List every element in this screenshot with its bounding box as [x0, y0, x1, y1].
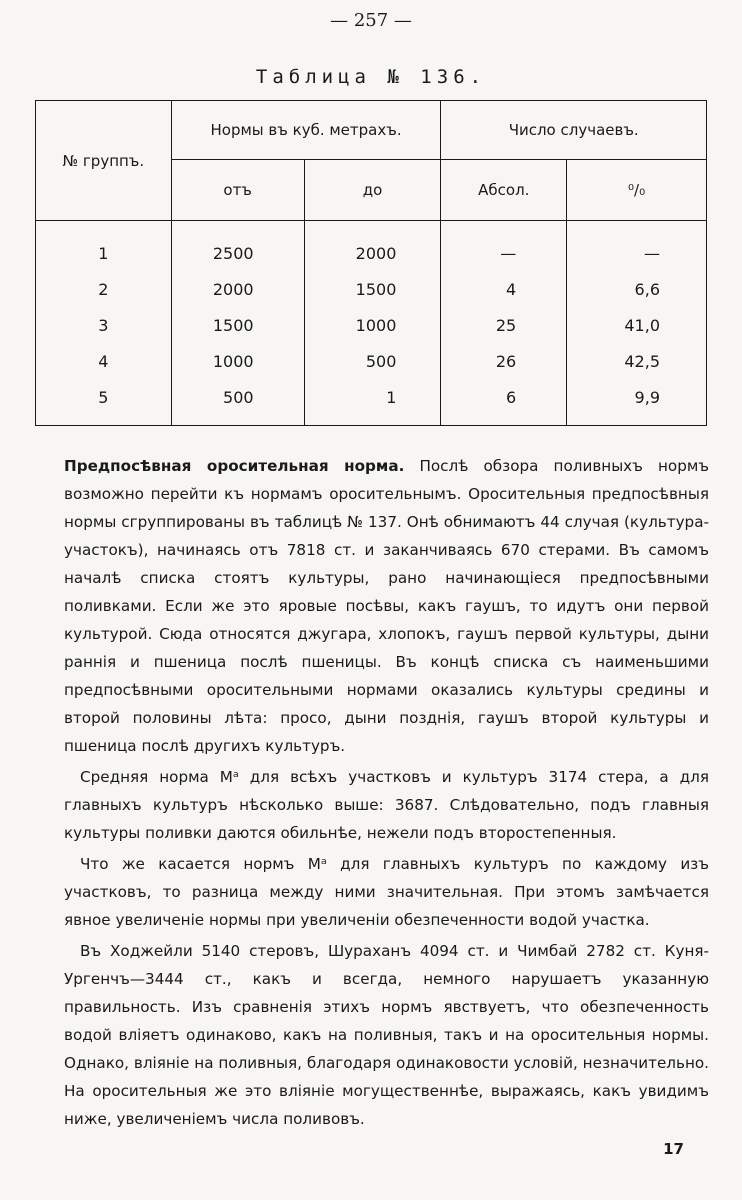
cell-to: 2000	[304, 221, 441, 272]
cell-abs: 26	[441, 343, 567, 379]
pct-header: ⁰/₀	[567, 160, 707, 221]
cell-pct: 9,9	[567, 379, 707, 426]
paragraph-3: Что же касается нормъ Mᵃ для главныхъ культуръ по каждому изъ участковъ, то разница между ними значительная. При этомъ замѣчается явное увеличеніе нормы при увеличеніи обезпеченности водой участка.	[64, 855, 709, 929]
abs-header: Абсол.	[441, 160, 567, 221]
paragraph-2: Средняя норма Mᵃ для всѣхъ участковъ и культуръ 3174 стера, а для главныхъ культуръ нѣсколько выше: 3687. Слѣдовательно, подъ главныя культуры поливки даются обильнѣе, нежели подъ второстепенныя.	[64, 768, 709, 842]
cell-to: 1	[304, 379, 441, 426]
table-title: Таблица № 136.	[255, 66, 487, 88]
paragraph-1	[64, 452, 709, 760]
cell-abs: —	[441, 221, 567, 272]
cases-header: Число случаевъ.	[441, 101, 707, 160]
table-row	[36, 221, 707, 272]
table-row	[36, 307, 707, 343]
section-heading: Предпосѣвная оросительная норма.	[64, 457, 405, 475]
cell-group: 4	[36, 343, 172, 379]
cell-pct: 42,5	[567, 343, 707, 379]
signature-number: 17	[663, 1140, 684, 1158]
data-table	[35, 100, 707, 426]
cell-to: 1000	[304, 307, 441, 343]
cell-group: 1	[36, 221, 172, 272]
cell-from: 500	[171, 379, 304, 426]
group-header: № группъ.	[36, 101, 172, 221]
cell-from: 1500	[171, 307, 304, 343]
body-text	[64, 452, 709, 1136]
cell-from: 2000	[171, 271, 304, 307]
cell-group: 2	[36, 271, 172, 307]
to-header: до	[304, 160, 441, 221]
cell-pct: 41,0	[567, 307, 707, 343]
table-row	[36, 343, 707, 379]
cell-pct: —	[567, 221, 707, 272]
cell-abs: 25	[441, 307, 567, 343]
table-row	[36, 379, 707, 426]
cell-from: 2500	[171, 221, 304, 272]
paragraph-4: Въ Ходжейли 5140 стеровъ, Шураханъ 4094 ст. и Чимбай 2782 ст. Куня-Ургенчъ—3444 ст., какъ и всегда, немного нарушаетъ указанную правильность. Изъ сравненія этихъ нормъ явствуетъ, что обезпеченность водой вліяетъ одинаково, какъ на поливныя, такъ и на оросительныя нормы. Однако, вліяніе на поливныя, благодаря одинаковости условій, незначительно. На оросительныя же это вліяніе могущественнѣе, выражаясь, какъ увидимъ ниже, увеличеніемъ числа поливовъ.	[64, 942, 709, 1128]
paragraph-1-text: Послѣ обзора поливныхъ нормъ возможно перейти къ нормамъ оросительнымъ. Оросительныя предпосѣвныя нормы сгруппированы въ таблицѣ № 137. Онѣ обнимаютъ 44 случая (культура-участокъ), начинаясь отъ 7818 ст. и заканчиваясь 670 стерами. Въ самомъ началѣ списка стоятъ культуры, рано начинающіеся предпосѣвными поливками. Если же это яровые посѣвы, какъ гаушъ, то идутъ они первой культурой. Сюда относятся джугара, хлопокъ, гаушъ первой культуры, дыни раннія и пшеница послѣ пшеницы. Въ концѣ списка съ наименьшими предпосѣвными оросительными нормами оказались культуры средины и второй половины лѣта: просо, дыни позднія, гаушъ второй культуры и пшеница послѣ другихъ культуръ.	[64, 457, 710, 755]
cell-group: 3	[36, 307, 172, 343]
cell-abs: 6	[441, 379, 567, 426]
cell-abs: 4	[441, 271, 567, 307]
cell-pct: 6,6	[567, 271, 707, 307]
norms-header: Нормы въ куб. метрахъ.	[171, 101, 441, 160]
cell-group: 5	[36, 379, 172, 426]
cell-to: 1500	[304, 271, 441, 307]
from-header: отъ	[171, 160, 304, 221]
table-row	[36, 271, 707, 307]
cell-to: 500	[304, 343, 441, 379]
table-body	[36, 221, 707, 426]
page-number: — 257 —	[330, 10, 412, 31]
cell-from: 1000	[171, 343, 304, 379]
